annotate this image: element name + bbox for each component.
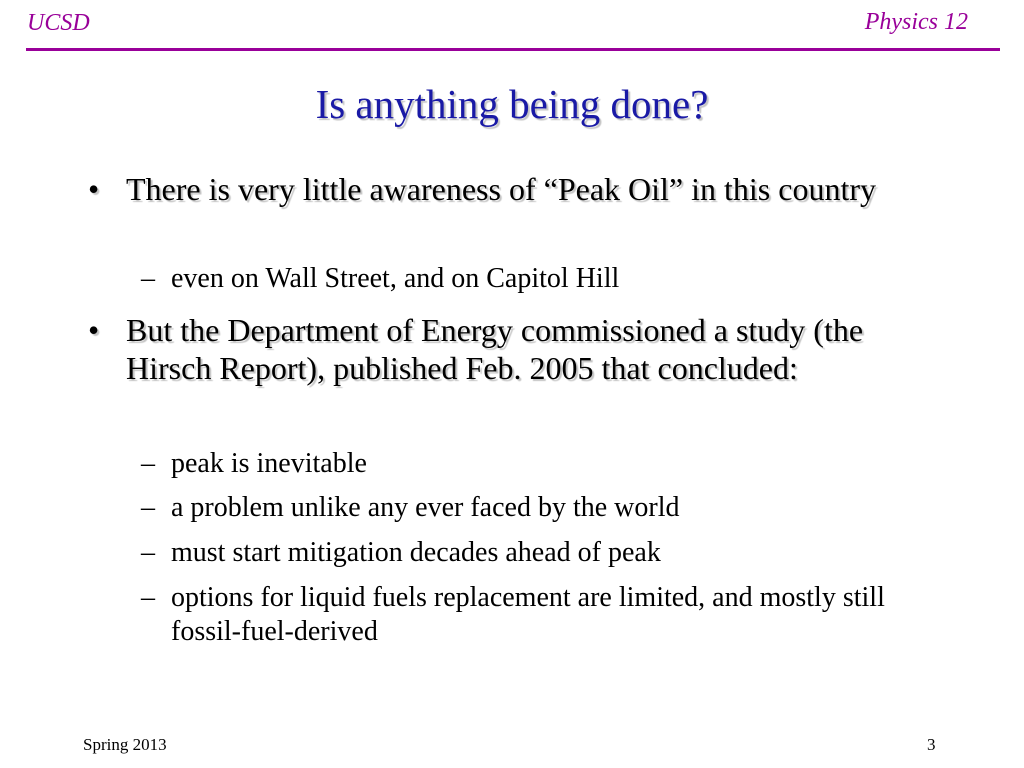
bullet-marker: • — [88, 312, 100, 348]
dash-marker: – — [141, 582, 155, 613]
bullet-item — [88, 170, 946, 208]
sub-bullet-text: a problem unlike any ever faced by the world — [171, 492, 680, 523]
dash-marker: – — [141, 492, 155, 523]
footer-page-number: 3 — [927, 735, 936, 754]
sub-bullet-text: options for liquid fuels replacement are limited, and mostly still fossil-fuel-derived — [171, 582, 885, 647]
sub-bullet-text: peak is inevitable — [171, 448, 367, 479]
sub-bullet-item — [141, 491, 951, 525]
bullet-item — [88, 311, 946, 387]
bullet-text: There is very little awareness of “Peak Oil” in this country — [126, 171, 876, 207]
bullet-text: But the Department of Energy commissioned a study (the Hirsch Report), published Feb. 2005 that concluded: — [126, 312, 864, 386]
dash-marker: – — [141, 537, 155, 568]
header-institution: UCSD — [27, 10, 90, 36]
footer-term: Spring 2013 — [83, 735, 167, 754]
header-divider — [26, 48, 1000, 51]
sub-bullet-item — [141, 447, 951, 481]
header-course: Physics 12 — [864, 9, 968, 35]
bullet-marker: • — [88, 171, 100, 207]
sub-bullet-item — [141, 536, 951, 570]
slide-title: Is anything being done? — [315, 81, 709, 127]
sub-bullet-text: must start mitigation decades ahead of peak — [171, 537, 661, 568]
sub-bullet-text: even on Wall Street, and on Capitol Hill — [171, 263, 620, 294]
dash-marker: – — [141, 263, 155, 294]
dash-marker: – — [141, 448, 155, 479]
sub-bullet-item — [141, 581, 951, 649]
sub-bullet-item — [141, 262, 951, 296]
